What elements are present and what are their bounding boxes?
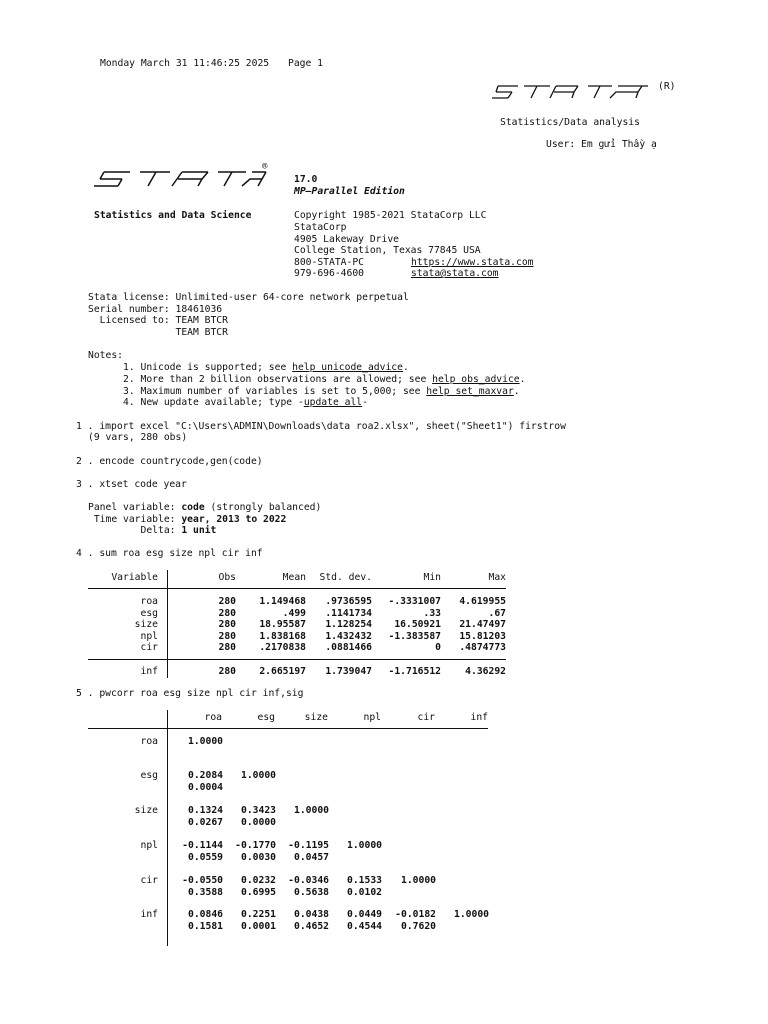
corr-cell: 1.0000 bbox=[347, 840, 382, 851]
note-2: 2. More than 2 billion observations are allowed; see help obs_advice. bbox=[123, 374, 526, 385]
summary-header-cell: Min bbox=[423, 572, 441, 583]
summary-cell: 2.665197 bbox=[259, 666, 306, 677]
help-obs-link[interactable]: help obs_advice bbox=[432, 374, 520, 385]
corr-sig-cell: 0.0102 bbox=[347, 886, 382, 898]
corr-cell: -0.0550 bbox=[182, 875, 223, 886]
summary-cell: -.3331007 bbox=[388, 596, 441, 607]
corr-cell: -0.0346 bbox=[288, 875, 329, 886]
summary-cell: 18.95587 bbox=[259, 619, 306, 631]
serial-number: Serial number: 18461036 bbox=[88, 304, 223, 315]
corr-cell: 0.0449 bbox=[347, 909, 382, 920]
help-maxvar-link[interactable]: help set_maxvar bbox=[426, 386, 514, 397]
corr-sig-cell: 0.0004 bbox=[188, 781, 223, 793]
corr-sig-cell: 0.7620 bbox=[401, 920, 436, 932]
summary-cell: .0881466 bbox=[325, 642, 372, 654]
corr-row-label: npl bbox=[140, 840, 158, 851]
summary-cell: .67 bbox=[488, 607, 506, 619]
summary-row-label: npl bbox=[140, 630, 158, 642]
corr-header-cell: npl bbox=[363, 712, 381, 723]
print-datetime: Monday March 31 11:46:25 2025 bbox=[100, 58, 270, 69]
corr-row-label: roa bbox=[140, 736, 158, 747]
summary-cell: 4.36292 bbox=[465, 666, 506, 677]
note-3: 3. Maximum number of variables is set to 5,000; see help set_maxvar. bbox=[123, 386, 520, 397]
corr-sig-cell: 0.5638 bbox=[294, 886, 329, 898]
company-name: StataCorp bbox=[294, 222, 347, 233]
corr-sig-cell: 0.0457 bbox=[294, 851, 329, 863]
corr-cell: 1.0000 bbox=[294, 805, 329, 816]
summary-header-cell: Std. dev. bbox=[319, 572, 372, 583]
summary-cell: 1.739047 bbox=[325, 666, 372, 677]
corr-cell: 0.2084 bbox=[188, 770, 223, 781]
corr-cell: -0.1770 bbox=[235, 840, 276, 851]
corr-row-label: inf bbox=[140, 909, 158, 920]
company-address2: College Station, Texas 77845 USA bbox=[294, 245, 481, 256]
corr-sig-cell: 0.0001 bbox=[241, 920, 276, 932]
summary-cell: -1.383587 bbox=[388, 630, 441, 642]
summary-cell: .1141734 bbox=[325, 607, 372, 619]
copyright: Copyright 1985-2021 StataCorp LLC bbox=[294, 210, 487, 221]
license-line: Stata license: Unlimited-user 64-core network perpetual bbox=[88, 292, 409, 303]
licensed-to-2: TEAM BTCR bbox=[88, 327, 228, 338]
corr-cell: -0.1144 bbox=[182, 840, 223, 851]
corr-header-cell: size bbox=[304, 712, 328, 723]
summary-cell: 4.619955 bbox=[459, 596, 506, 607]
corr-cell: -0.0182 bbox=[395, 909, 436, 920]
corr-cell: 0.0846 bbox=[188, 909, 223, 920]
corr-sig-cell: 0.0030 bbox=[241, 851, 276, 863]
summary-row-label: roa bbox=[140, 596, 158, 607]
summary-cell: 280 bbox=[218, 666, 236, 677]
summary-row-label: cir bbox=[140, 642, 158, 654]
corr-sig-cell: 0.0267 bbox=[188, 816, 223, 828]
corr-cell: 1.0000 bbox=[454, 909, 489, 920]
summary-cell: .9736595 bbox=[325, 596, 372, 607]
delta-line: Delta: 1 unit bbox=[88, 525, 217, 536]
corr-sig-cell: 0.6995 bbox=[241, 886, 276, 898]
registered-symbol: ® bbox=[262, 162, 268, 172]
page-number: Page 1 bbox=[288, 58, 323, 69]
summary-header-rule bbox=[88, 588, 506, 589]
summary-cell: 15.81203 bbox=[459, 630, 506, 642]
corr-vertical-rule bbox=[167, 710, 168, 946]
summary-cell: 1.149468 bbox=[259, 596, 306, 607]
summary-inf-rule bbox=[88, 659, 506, 660]
tagline: Statistics and Data Science bbox=[94, 210, 252, 221]
summary-cell: 0 bbox=[435, 642, 441, 654]
corr-sig-cell: 0.1581 bbox=[188, 920, 223, 932]
summary-cell: .33 bbox=[423, 607, 441, 619]
version-number: 17.0 bbox=[294, 174, 318, 185]
help-unicode-link[interactable]: help unicode_advice bbox=[292, 362, 403, 373]
summary-cell: 16.50921 bbox=[394, 619, 441, 631]
company-email-link[interactable]: stata@stata.com bbox=[411, 268, 499, 279]
update-all-link[interactable]: update all bbox=[303, 397, 363, 408]
corr-cell: 0.0438 bbox=[294, 909, 329, 920]
user-line: User: Em gửi Thầy ạ bbox=[546, 139, 657, 150]
summary-header-cell: Variable bbox=[111, 572, 158, 583]
corr-row-label: size bbox=[134, 805, 158, 816]
command-3: 3 . xtset code year bbox=[76, 479, 187, 490]
summary-cell: 1.432432 bbox=[325, 630, 372, 642]
command-5: 5 . pwcorr roa esg size npl cir inf,sig bbox=[76, 688, 304, 699]
corr-sig-cell: 0.0000 bbox=[241, 816, 276, 828]
summary-cell: .2170838 bbox=[259, 642, 306, 654]
summary-cell: .4874773 bbox=[459, 642, 506, 654]
company-address1: 4905 Lakeway Drive bbox=[294, 234, 399, 245]
version-edition: MP—Parallel Edition bbox=[294, 186, 405, 197]
corr-sig-cell: 0.0559 bbox=[188, 851, 223, 863]
company-phone1: 800-STATA-PC bbox=[294, 257, 364, 268]
summary-cell: 280 bbox=[218, 596, 236, 607]
summary-vertical-rule bbox=[167, 570, 168, 678]
corr-cell: 1.0000 bbox=[241, 770, 276, 781]
corr-cell: 1.0000 bbox=[401, 875, 436, 886]
corr-header-cell: cir bbox=[417, 712, 435, 723]
corr-cell: 0.3423 bbox=[241, 805, 276, 816]
corr-cell: 0.1533 bbox=[347, 875, 382, 886]
summary-cell: -1.716512 bbox=[388, 666, 441, 677]
summary-cell: 280 bbox=[218, 619, 236, 631]
registered-mark: (R) bbox=[658, 81, 676, 92]
corr-header-cell: esg bbox=[257, 712, 275, 723]
summary-header-cell: Obs bbox=[218, 572, 236, 583]
command-1-output: (9 vars, 280 obs) bbox=[88, 432, 188, 443]
licensed-to: Licensed to: TEAM BTCR bbox=[88, 315, 228, 326]
summary-row-label: inf bbox=[140, 666, 158, 677]
notes-title: Notes: bbox=[88, 350, 123, 361]
corr-row-label: cir bbox=[140, 875, 158, 886]
corr-sig-cell: 0.3588 bbox=[188, 886, 223, 898]
summary-row-label: size bbox=[134, 619, 158, 631]
summary-cell: 280 bbox=[218, 607, 236, 619]
corr-sig-cell: 0.4652 bbox=[294, 920, 329, 932]
note-4: 4. New update available; type -update all- bbox=[123, 397, 368, 408]
summary-cell: 280 bbox=[218, 630, 236, 642]
command-4: 4 . sum roa esg size npl cir inf bbox=[76, 548, 263, 559]
note-1: 1. Unicode is supported; see help unicode_advice. bbox=[123, 362, 409, 373]
summary-cell: 1.838168 bbox=[259, 630, 306, 642]
corr-row-label: esg bbox=[140, 770, 158, 781]
corr-header-cell: inf bbox=[470, 712, 488, 723]
command-1: 1 . import excel "C:\Users\ADMIN\Downloads\data roa2.xlsx", sheet("Sheet1") firstrow bbox=[76, 421, 566, 432]
corr-header-cell: roa bbox=[204, 712, 222, 723]
summary-cell: 21.47497 bbox=[459, 619, 506, 631]
corr-cell: 1.0000 bbox=[188, 736, 223, 747]
summary-row-label: esg bbox=[140, 607, 158, 619]
corr-cell: 0.1324 bbox=[188, 805, 223, 816]
summary-header-cell: Mean bbox=[282, 572, 306, 583]
stata-large-logo bbox=[90, 168, 270, 194]
corr-header-rule bbox=[88, 728, 488, 729]
corr-sig-cell: 0.4544 bbox=[347, 920, 382, 932]
corr-cell: -0.1195 bbox=[288, 840, 329, 851]
summary-header-cell: Max bbox=[488, 572, 506, 583]
summary-cell: 280 bbox=[218, 642, 236, 654]
corr-cell: 0.2251 bbox=[241, 909, 276, 920]
summary-cell: .499 bbox=[282, 607, 306, 619]
small-logo-subtitle: Statistics/Data analysis bbox=[500, 117, 640, 128]
company-phone2: 979-696-4600 bbox=[294, 268, 364, 279]
summary-cell: 1.128254 bbox=[325, 619, 372, 631]
corr-cell: 0.0232 bbox=[241, 875, 276, 886]
stata-small-logo bbox=[490, 82, 660, 102]
time-variable-line: Time variable: year, 2013 to 2022 bbox=[88, 514, 287, 525]
command-2: 2 . encode countrycode,gen(code) bbox=[76, 456, 263, 467]
company-url-link[interactable]: https://www.stata.com bbox=[411, 257, 534, 268]
panel-variable-line: Panel variable: code (strongly balanced) bbox=[88, 502, 322, 513]
